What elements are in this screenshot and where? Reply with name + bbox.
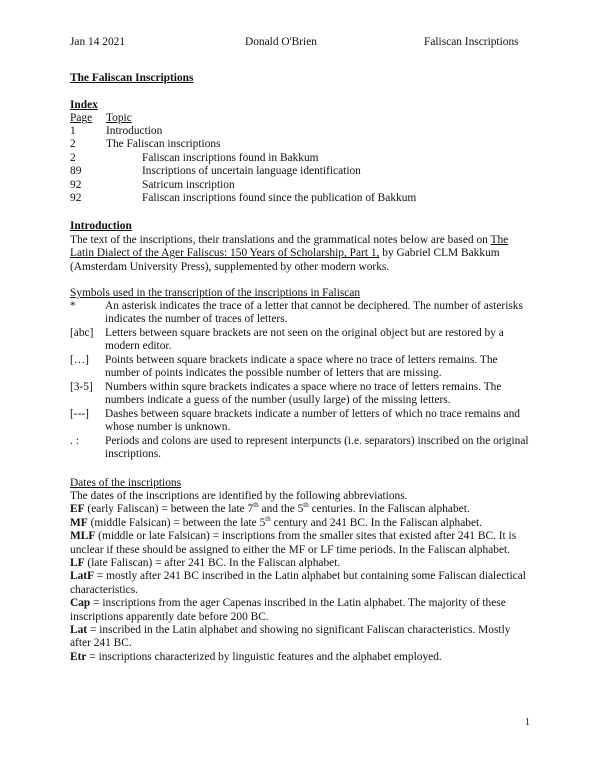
symbol-description: An asterisk indicates the trace of a letter that cannot be deciphered. The number of asterisks indicates the number of traces of letters. [105, 300, 523, 326]
index-row [70, 152, 319, 165]
symbol-description: Numbers within squre brackets indicates a space where no trace of letters remains. The numbers indicate a guess of the number (usully large) of the missing letters. [105, 381, 502, 407]
date-mlf [70, 530, 528, 557]
intro-line3: (Amsterdam University Press), supplemented by other modern works. [70, 260, 390, 273]
index-heading: Index [70, 99, 98, 111]
index-row-topic: The Faliscan inscriptions [106, 138, 221, 151]
index-row-page: 2 [70, 151, 76, 164]
symbol-description: Points between square brackets indicate a space where no trace of letters remains. The number of points indicates the possible number of letters that are missing. [105, 354, 498, 380]
date-lat-text: = inscribed in the Latin alphabet and showing no significant Faliscan characteristics. Mostly after 241 BC. [70, 624, 511, 650]
date-lf-text: (late Faliscan) = after 241 BC. In the Faliscan alphabet. [84, 557, 341, 570]
date-mf-sup: th [265, 515, 271, 524]
index-row-page: 1 [70, 125, 76, 137]
symbol-item [70, 354, 530, 381]
index-col-page: Page [70, 112, 93, 124]
index-header-row [70, 112, 132, 125]
date-ef-sup2: th [303, 501, 309, 510]
intro-line2-rest: by Gabriel CLM Bakkum [379, 247, 500, 260]
intro-link-b[interactable]: Latin Dialect of the Ager Faliscus: 150 Years of Scholarship, Part 1, [70, 247, 380, 260]
dates-heading: Dates of the inscriptions [70, 477, 182, 489]
symbol-description: Letters between square brackets are not seen on the original object but are restored by a modern editor. [105, 327, 504, 353]
dates-intro: The dates of the inscriptions are identified by the following abbreviations. [70, 490, 408, 502]
dates-body [70, 490, 528, 664]
date-latf-text: = mostly after 241 BC inscribed in the Latin alphabet but containing some Faliscan dialectical characteristics. [70, 570, 526, 596]
date-etr-term: Etr [70, 650, 87, 663]
header-author: Donald O'Brien [245, 36, 317, 48]
intro-line1: The text of the inscriptions, their translations and the grammatical notes below are based on [70, 234, 488, 246]
index-row [70, 192, 416, 205]
index-row-topic: Faliscan inscriptions found since the publication of Bakkum [142, 192, 417, 204]
intro-paragraph [70, 234, 528, 274]
index-row-topic: Faliscan inscriptions found in Bakkum [142, 151, 319, 164]
date-latf-term: LatF [70, 570, 95, 583]
date-mlf-term: MLF [70, 530, 96, 543]
symbol-description: Periods and colons are used to represent interpuncts (i.e. separators) inscribed on the original inscriptions. [105, 435, 529, 461]
date-cap-term: Cap [70, 597, 91, 610]
header-date: Jan 14 2021 [70, 36, 126, 48]
date-mf-a: (middle Falsican) = between the late 5 [87, 516, 266, 529]
date-etr-text: = inscriptions characterized by linguistic features and the alphabet employed. [86, 650, 442, 663]
date-ef-term: EF [70, 503, 85, 516]
page-number: 1 [525, 717, 530, 728]
index-row-page: 2 [70, 138, 76, 151]
symbol-key: [3-5] [70, 381, 93, 393]
index-row [70, 125, 162, 138]
date-ef-c: centuries. In the Faliscan alphabet. [308, 503, 470, 516]
index-row [70, 179, 235, 192]
symbol-item [70, 381, 530, 408]
index-row-page: 92 [70, 192, 82, 204]
index-row-page: 92 [70, 178, 82, 191]
date-ef-a: (early Faliscan) = between the late 7 [84, 503, 254, 516]
date-mf-b: century and 241 BC. In the Faliscan alphabet. [270, 516, 483, 529]
date-latf [70, 570, 528, 597]
page-title: The Faliscan Inscriptions [70, 72, 194, 84]
date-cap-text: = inscriptions from the ager Capenas inscribed in the Latin alphabet. The majority of these inscriptions apparently date before 200 BC. [70, 597, 506, 623]
index-row-topic: Inscriptions of uncertain language identification [142, 165, 361, 178]
symbols-heading: Symbols used in the transcription of the inscriptions in Faliscan [70, 287, 361, 299]
symbol-key: . : [70, 435, 79, 447]
index-row-topic: Satricum inscription [142, 178, 235, 191]
symbol-key: * [70, 300, 76, 312]
date-mf-term: MF [70, 516, 88, 529]
date-lat-term: Lat [70, 624, 88, 637]
intro-link-a[interactable]: The [490, 234, 509, 246]
date-cap [70, 597, 528, 624]
date-lat [70, 624, 528, 651]
header-doc-title: Faliscan Inscriptions [424, 36, 519, 48]
symbol-key: […] [70, 354, 89, 366]
symbol-item [70, 327, 530, 354]
date-etr [70, 651, 528, 664]
date-ef [70, 503, 528, 516]
symbol-key: [---] [70, 408, 89, 420]
symbol-description: Dashes between square brackets indicate a number of letters of which no trace remains and whose number is unknown. [105, 408, 520, 434]
date-lf-term: LF [70, 557, 85, 570]
symbol-key: [abc] [70, 327, 94, 339]
date-ef-b: and the 5 [258, 503, 304, 516]
date-mlf-text: (middle or late Falsican) = inscriptions from the smaller sites that existed after 241 BC. It is unclear if these should be assigned to either the MF or LF time periods. In the Faliscan alphabet. [70, 530, 517, 556]
symbol-item [70, 300, 530, 327]
index-col-topic: Topic [106, 112, 132, 124]
index-row [70, 138, 221, 151]
symbol-item [70, 435, 530, 462]
date-lf [70, 557, 528, 570]
date-ef-sup1: th [253, 501, 259, 510]
intro-heading: Introduction [70, 220, 132, 232]
symbol-item [70, 408, 530, 435]
index-row [70, 165, 361, 178]
index-row-topic: Introduction [106, 125, 163, 137]
index-row-page: 89 [70, 165, 82, 178]
date-mf [70, 517, 528, 530]
